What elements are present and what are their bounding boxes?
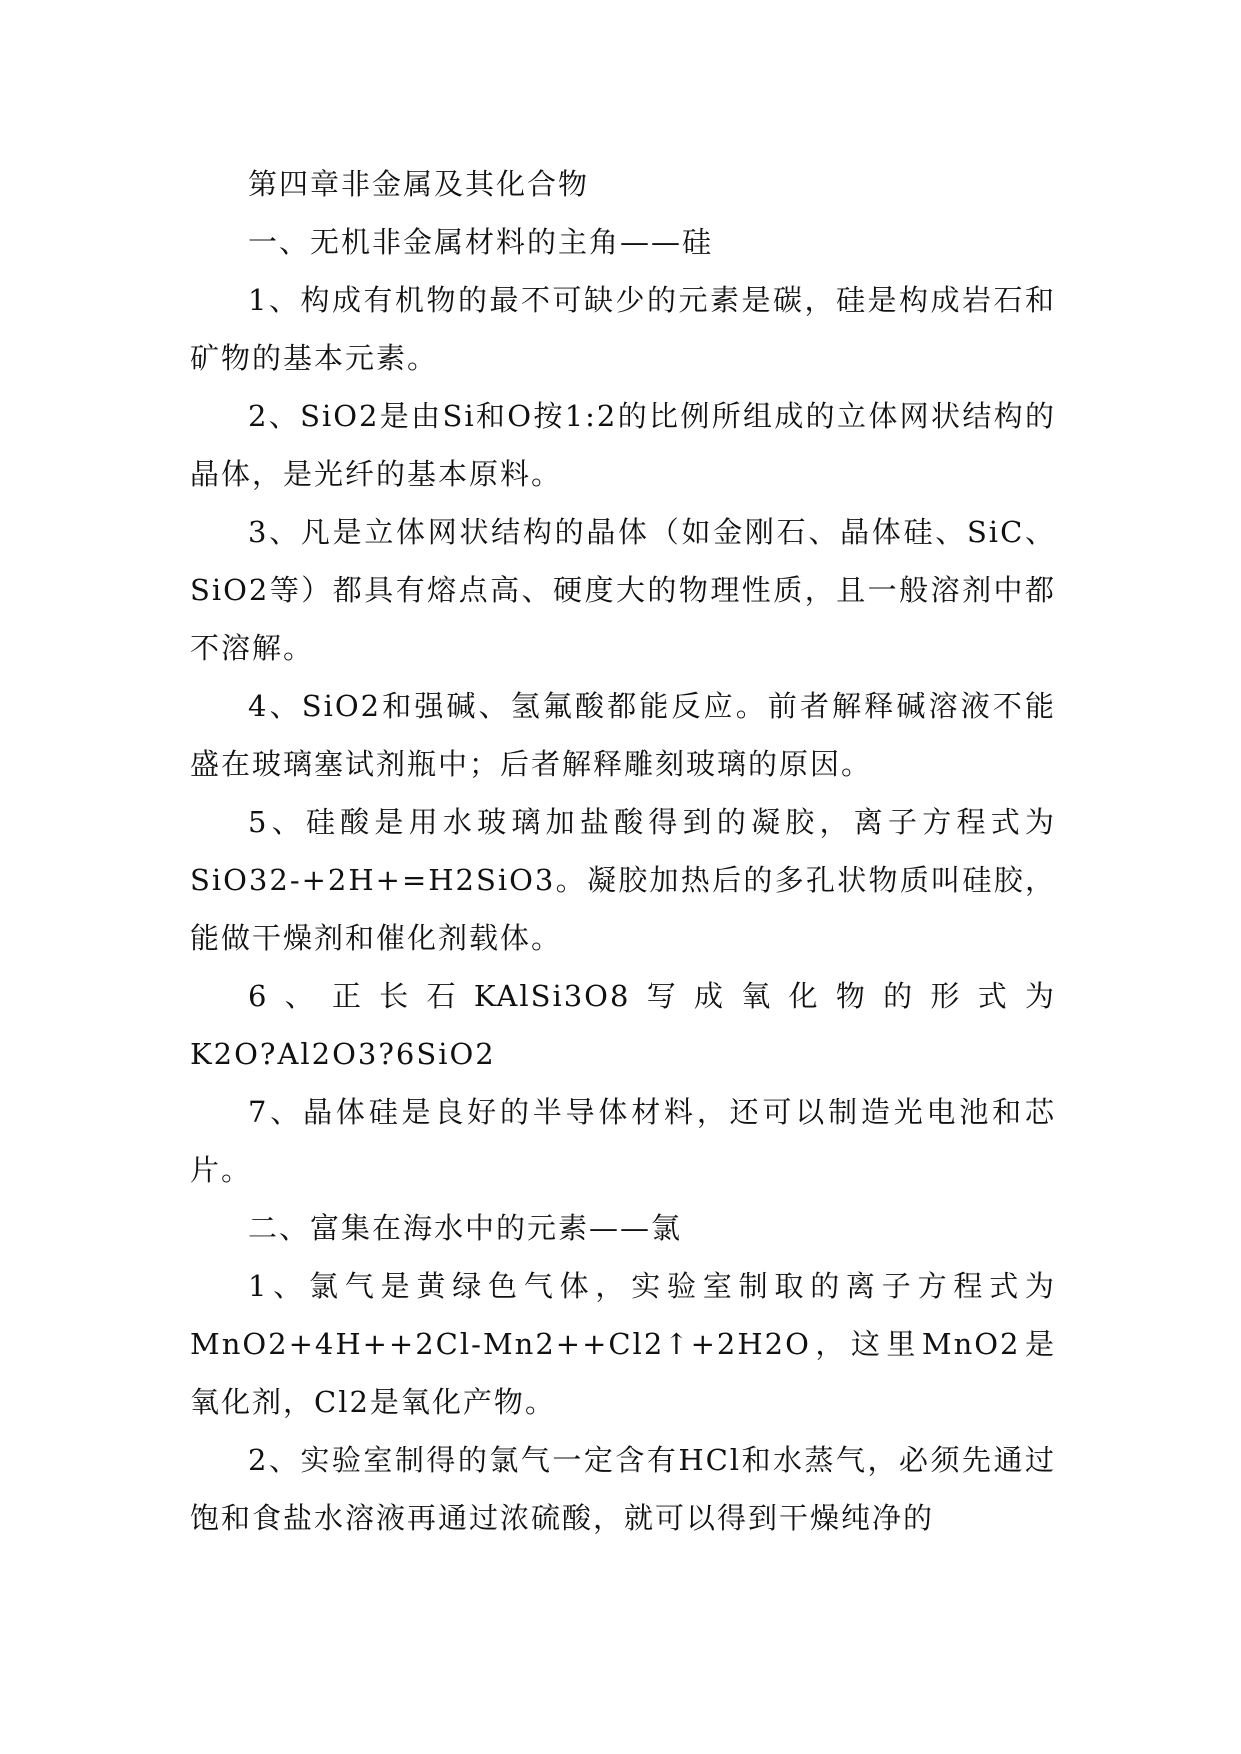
paragraph-3: 3、凡是立体网状结构的晶体（如金刚石、晶体硅、SiC、SiO2等）都具有熔点高、硬度大的物理性质，且一般溶剂中都不溶解。 (190, 515, 1056, 665)
paragraph-chlorine-2: 2、实验室制得的氯气一定含有HCl和水蒸气，必须先通过饱和食盐水溶液再通过浓硫酸，就可以得到干燥纯净的 (190, 1443, 1056, 1535)
paragraph-chlorine-1: 1、氯气是黄绿色气体，实验室制取的离子方程式为MnO2+4H++2Cl-Mn2++Cl2↑+2H2O，这里MnO2是氧化剂，Cl2是氧化产物。 (190, 1269, 1056, 1419)
paragraph-5: 5、硅酸是用水玻璃加盐酸得到的凝胶，离子方程式为SiO32-+2H+=H2SiO3。凝胶加热后的多孔状物质叫硅胶，能做干燥剂和催化剂载体。 (190, 805, 1056, 955)
chapter-title: 第四章非金属及其化合物 (248, 167, 590, 201)
paragraph-7: 7、晶体硅是良好的半导体材料，还可以制造光电池和芯片。 (190, 1095, 1056, 1187)
document-body (190, 155, 1056, 1547)
paragraph-4: 4、SiO2和强碱、氢氟酸都能反应。前者解释碱溶液不能盛在玻璃塞试剂瓶中；后者解释雕刻玻璃的原因。 (190, 689, 1056, 781)
paragraph-6: 6、正长石KAlSi3O8写成氧化物的形式为 (248, 979, 1056, 1013)
section-heading-silicon: 一、无机非金属材料的主角——硅 (248, 225, 714, 259)
paragraph-1: 1、构成有机物的最不可缺少的元素是碳，硅是构成岩石和矿物的基本元素。 (190, 283, 1056, 375)
section-heading-chlorine: 二、富集在海水中的元素——氯 (248, 1211, 683, 1245)
paragraph-2: 2、SiO2是由Si和O按1:2的比例所组成的立体网状结构的晶体，是光纤的基本原料。 (190, 399, 1056, 491)
paragraph-6-formula: K2O?Al2O3?6SiO2 (190, 1037, 496, 1071)
